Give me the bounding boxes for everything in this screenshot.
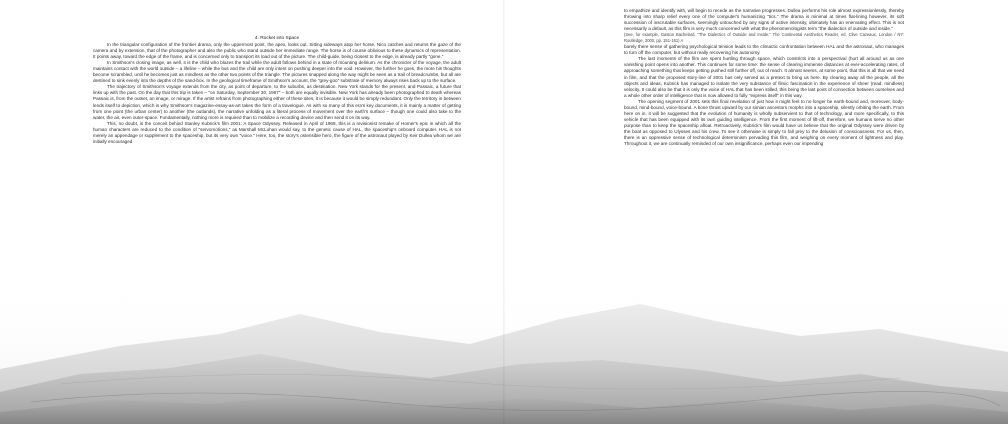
paragraph: The opening segment of 2001 sets this final revelation of just how it might feel to no longer be earth-bound and, moreover, body-bound, mind-bound, voice-bound. A bone thrust upward by our simian ancestors morphs into a spaceship, silently orbiting the earth. From here on in, it will be suggested that the evolution of humanity is wholly subservient to that of technology, and more specifically, to this vehicle that has been equipped with its own guiding intelligence. From the first moment of lift-off, therefore, we humans serve no other purpose than to keep the spaceship afloat. Retroactively, Kubrick's film would have us believe that the original Odyssey were driven by the boat as opposed to Ulysses and his crew. To see it otherwise is simply to fall prey to the delusion of consciousness. For us, then, there is an oppressive sense of technological determinism pervading this film, and weighing on every moment of lightness and play. Throughout it, we are continually reminded of our own insignificance, perhaps even our impending [624, 98, 904, 147]
footnote-inline: (See, for example, Gaston Bachelard, "The Dialectics of Outside and Inside," The Continental Aesthetics Reader, ed. Clive Cazeaux, London / NY: Routledge, 2000, pp. 151-161) A [624, 32, 904, 44]
section-heading: 4. Rocket into Space [254, 36, 300, 41]
paragraph: In Smithson's closing image, as well, it is the child who blazes the trail while the adult follows behind in a state of mounting delirium. As the chronicler of the voyage, the adult maintains contact with the world outside – a lifeline – while the bus and the child are only intent on pushing deeper into the void. However, the further he goes, the more his thoughts become scrambled, until he becomes just as mindless as the other two points of the triangle. The pictures snapped along the way might be seen as a trail of breadcrumbs, but all are destined to sink evenly into the depths of the sand-box. In the geological timeframe of Smithson's account, the "grey-goo" substrate of memory always rises back up to the surface. [93, 60, 461, 84]
paragraph: The trajectory of Smithson's voyage extends from the city, as point of departure, to the suburbs, as destination. New York stands for the present, and Passaic, a future that links up with the past. On the day that this trip is taken – "on Saturday, September 30, 1967" – both are equally invisible. New York has already been photographed to death whereas Passaic is, from the outset, an image, or mirage. If the artist refrains from photographing either of these sites, it is because it would be simply redundant. Only the territory in between lends itself to depiction, which is why Smithson's magazine-essay-as-art takes the form of a travelogue. As with so many of this era's key documents, it is mainly a matter of getting from one point (the urban center) to another (the outlands), the narrative unfolding as a literal process of movement over the earth's surface – though one could also take to the water, the air, even outer-space. Fundamentally, nothing more is required than to mobilize a recording device and then send it on its way. [93, 84, 461, 120]
right-page [504, 0, 1008, 424]
left-text-column [93, 36, 461, 145]
paragraph: In the triangular configuration of the frontier drama, only the uppermost point, the apex, looks out. Sitting sideways atop her horse, Nico catches and returns the gaze of the camera and by extension, that of the photographer and also the public who stand outside her immediate range. The horse is of course oblivious to these dynamics of representation. It points away, toward the edge of the frame, and is concerned only to transport its load out of the picture. The child-guide, being closest to the edge, is already partly "gone." [93, 42, 461, 60]
paragraph: to empathize and identify with, will begin to recede as the narrative progresses. Dullea performs his role almost expressionlessly, thereby throwing into sharp relief every one of the computer's humanizing "tics." The drama is minimal at times flat-lining however, its soft succession of inscrutable surfaces, seemingly untouched by any signs of active intensity, ultimately has an enervating effect. This is not necessarily a default, as this film is very much concerned with what the phenomenologists term "the dialectics of outside and inside." [624, 8, 904, 32]
paragraph: The last moments of the film are spent hurtling through space, which constricts into a perspectival (hurt all around us as one vanishing point opens into another. This continues for some time: the sense of clearing immense distances at ever-accelerating rates, of approaching something that keeps getting pushed still further off, out of reach. It almost seems, at some point, that this is all that we need in film, and that the proposed story-line of 2001 has only served as a pretext to bring us here. By clearing away all the people, all the objects and ideas, Kubrick has managed to isolate the very substance of filmic fascination in the experience of sheer (read: mindless) velocity. It could also be that it is only the voice of HAL that has been stilled, this being the last point of connection between ourselves and a whole other order of intelligence that is now allowed to fully "express itself" in this way. [624, 56, 904, 98]
paragraph: This, no doubt, is the conceit behind Stanley Kubrick's film 2001: A Space Odyssey. Released in April of 1968, this is a revisionist remake of Homer's epic in which all the human characters are reduced to the condition of "servomotions," as Marshall McLuhan would say, to the genetic cause of HAL, the spaceship's onboard computer. HAL is not merely an appendage or supplement to the spaceship, but its very own "voice." Here, too, the story's ostensible hero, the figure of the astronaut played by Keir Dullea whom we are initially encouraged [93, 120, 461, 144]
paragraph: barely there sense of gathering psychological tension leads to the climactic confrontation between HAL and the astronaut, who manages to turn off the computer, but without really recovering his autonomy. [624, 44, 904, 56]
right-text-column [624, 8, 904, 147]
